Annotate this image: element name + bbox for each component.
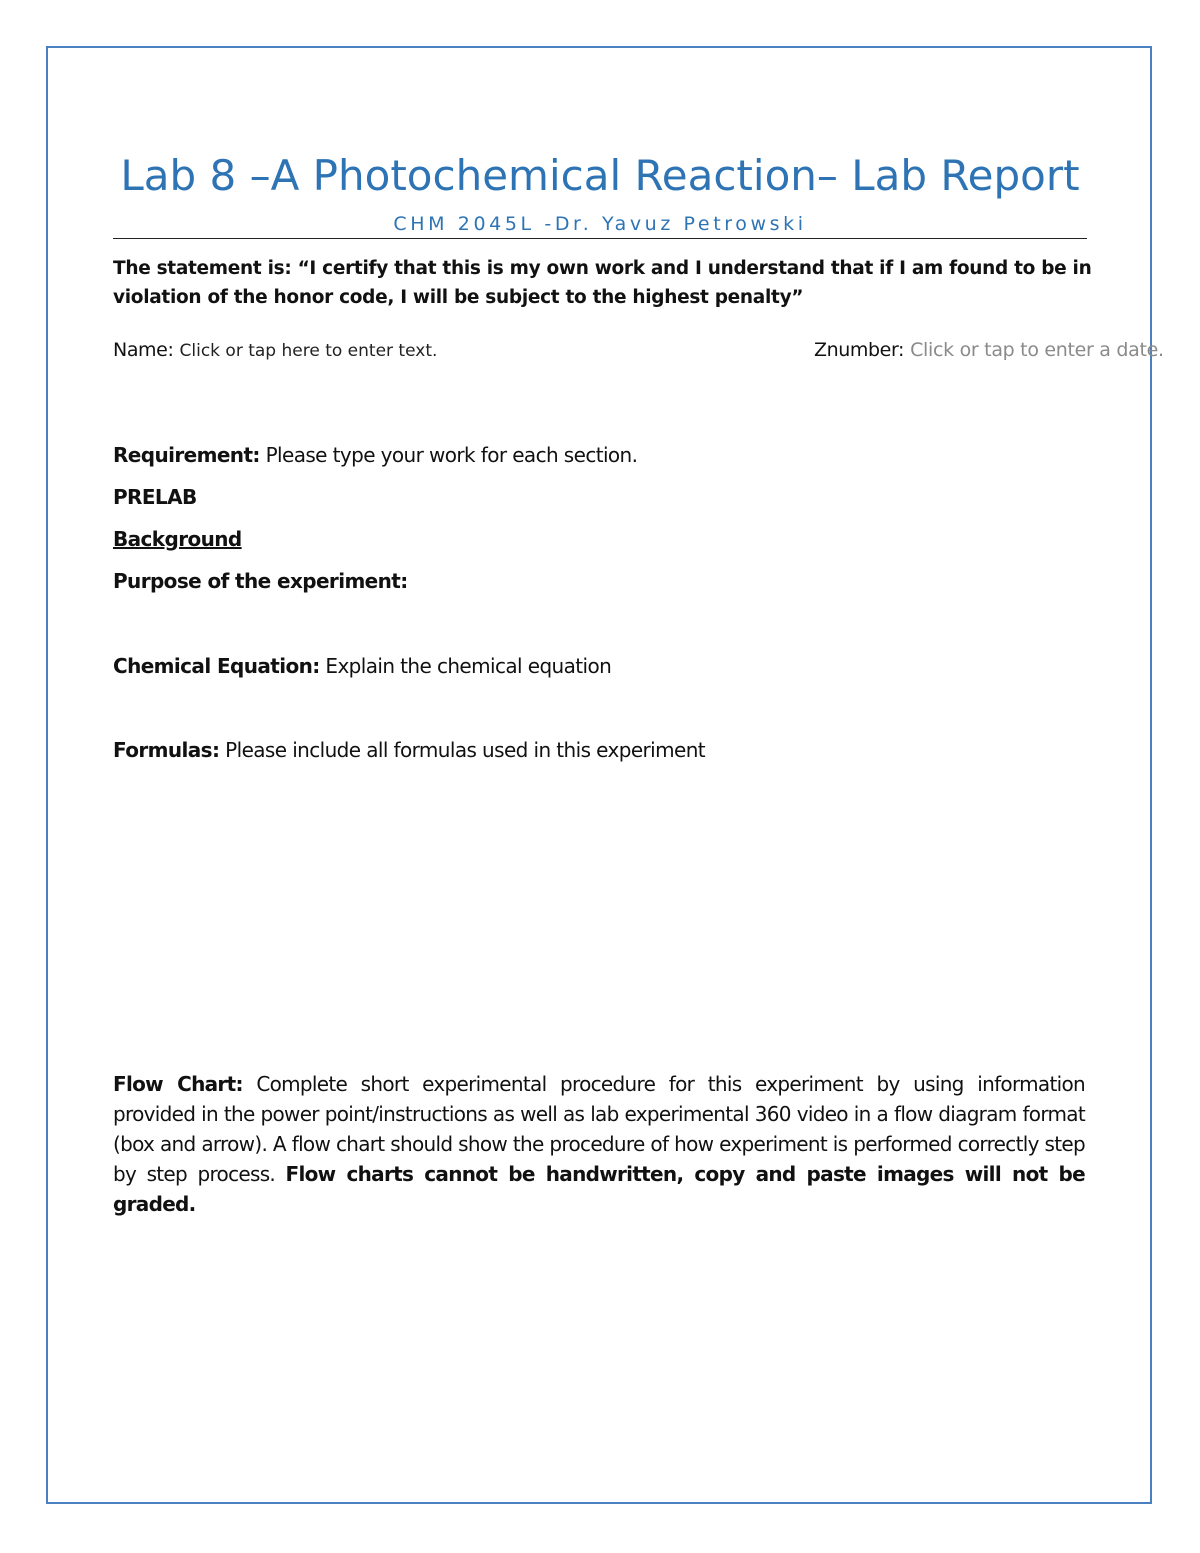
znumber-label: Znumber: xyxy=(814,339,905,361)
purpose-heading: Purpose of the experiment: xyxy=(113,569,408,593)
formulas-label: Formulas: xyxy=(113,738,220,762)
requirement-text: Please type your work for each section. xyxy=(259,443,638,467)
chemical-equation-line xyxy=(113,652,611,680)
requirement-label: Requirement: xyxy=(113,443,260,467)
flow-chart-text: Complete short experimental procedure for this experiment by using information provided in the power point/instructions as well as lab experimental 360 video in a flow diagram format (box and arrow). A flow chart should show the procedure of how experiment is performed correctly step by step process. xyxy=(113,1072,1085,1186)
name-label: Name: xyxy=(113,339,174,361)
flow-chart-label: Flow Chart: xyxy=(113,1072,243,1096)
background-heading: Background xyxy=(113,527,242,551)
formulas-line xyxy=(113,736,705,764)
requirement-line xyxy=(113,441,637,469)
honor-statement: The statement is: “I certify that this is my own work and I understand that if I am found to be in violation of the honor code, I will be subject to the highest penalty” xyxy=(113,258,1092,308)
znumber-field-row xyxy=(814,337,1164,363)
title-divider xyxy=(113,238,1087,239)
znumber-date-input[interactable]: Click or tap to enter a date. xyxy=(910,339,1164,361)
document-subtitle: CHM 2045L -Dr. Yavuz Petrowski xyxy=(393,213,807,235)
document-title: Lab 8 –A Photochemical Reaction– Lab Report xyxy=(120,151,1080,200)
chemical-equation-text: Explain the chemical equation xyxy=(319,654,612,678)
prelab-heading: PRELAB xyxy=(113,485,197,509)
name-input[interactable]: Click or tap here to enter text. xyxy=(179,341,438,361)
name-field-row xyxy=(113,337,437,364)
flow-chart-warning: Flow charts cannot be handwritten, copy and paste images will not be graded. xyxy=(113,1162,1085,1216)
chemical-equation-label: Chemical Equation: xyxy=(113,654,320,678)
formulas-text: Please include all formulas used in this experiment xyxy=(219,738,706,762)
flow-chart-paragraph xyxy=(113,1069,1085,1219)
